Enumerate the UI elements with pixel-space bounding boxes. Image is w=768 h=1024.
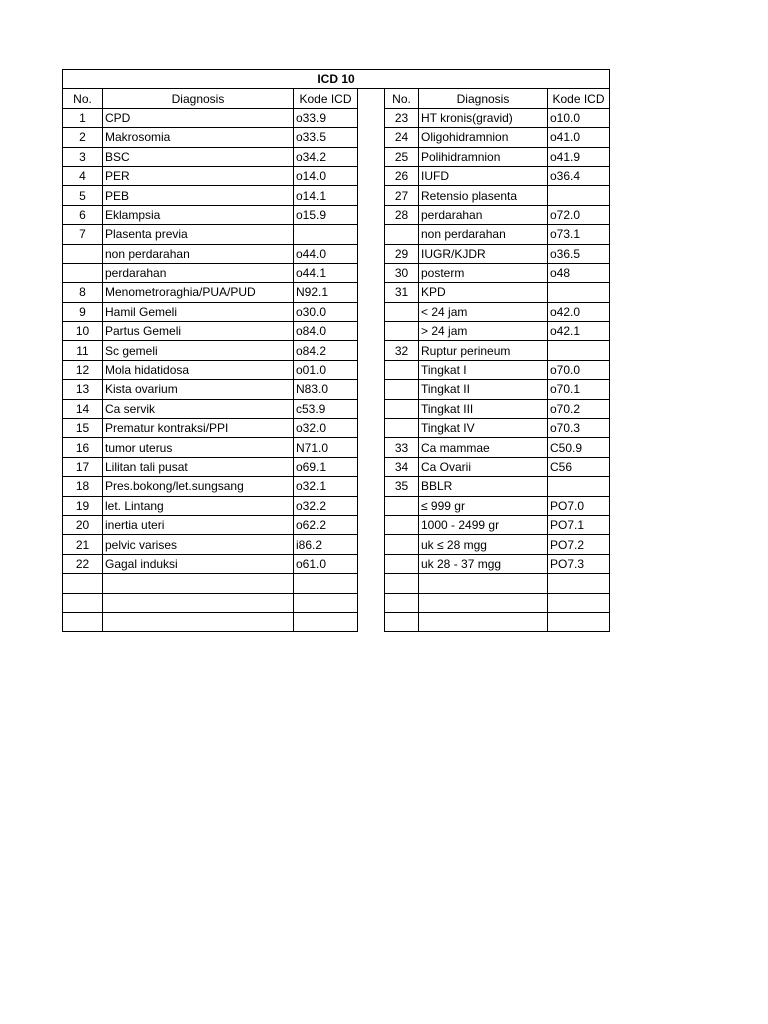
column-gap <box>358 380 385 399</box>
left-no-cell: 22 <box>63 554 103 573</box>
title-row <box>63 70 610 89</box>
table-row <box>63 554 610 573</box>
left-diagnosis-cell: Pres.bokong/let.sungsang <box>103 477 294 496</box>
left-no-cell: 4 <box>63 166 103 185</box>
column-gap <box>358 419 385 438</box>
table-row <box>63 477 610 496</box>
left-diagnosis-cell: Menometroraghia/PUA/PUD <box>103 283 294 302</box>
column-gap <box>358 283 385 302</box>
table-row <box>63 186 610 205</box>
left-no-cell: 3 <box>63 147 103 166</box>
left-no-cell: 1 <box>63 108 103 127</box>
left-code-cell: o84.0 <box>294 322 358 341</box>
table-row <box>63 419 610 438</box>
left-code-cell: o33.5 <box>294 128 358 147</box>
right-code-cell: o73.1 <box>548 225 610 244</box>
left-code-cell: o34.2 <box>294 147 358 166</box>
left-code-cell: o15.9 <box>294 205 358 224</box>
left-diagnosis-cell: Ca servik <box>103 399 294 418</box>
right-diagnosis-cell: posterm <box>419 263 548 282</box>
right-code-cell: o48 <box>548 263 610 282</box>
column-gap <box>358 477 385 496</box>
left-diagnosis-cell: Prematur kontraksi/PPI <box>103 419 294 438</box>
table-row <box>63 360 610 379</box>
left-code-cell: o14.0 <box>294 166 358 185</box>
left-code-cell: o44.1 <box>294 263 358 282</box>
left-no-cell: 15 <box>63 419 103 438</box>
right-diagnosis-cell: BBLR <box>419 477 548 496</box>
left-no-cell <box>63 593 103 612</box>
right-no-cell: 33 <box>385 438 419 457</box>
table-row <box>63 128 610 147</box>
table-row <box>63 166 610 185</box>
left-code-cell: o32.1 <box>294 477 358 496</box>
table-row <box>63 283 610 302</box>
left-no-cell <box>63 244 103 263</box>
right-no-cell: 26 <box>385 166 419 185</box>
left-diagnosis-cell: Sc gemeli <box>103 341 294 360</box>
left-diagnosis-cell: PEB <box>103 186 294 205</box>
column-gap <box>358 244 385 263</box>
column-gap <box>358 593 385 612</box>
right-diagnosis-cell <box>419 612 548 631</box>
table-row <box>63 535 610 554</box>
right-no-cell <box>385 574 419 593</box>
right-diagnosis-cell: IUGR/KJDR <box>419 244 548 263</box>
column-gap <box>358 360 385 379</box>
left-no-cell: 21 <box>63 535 103 554</box>
right-code-cell <box>548 341 610 360</box>
table-row <box>63 244 610 263</box>
header-code-right: Kode ICD <box>548 89 610 108</box>
left-no-cell <box>63 263 103 282</box>
table-row <box>63 147 610 166</box>
left-code-cell <box>294 612 358 631</box>
column-gap <box>358 302 385 321</box>
right-no-cell <box>385 419 419 438</box>
right-no-cell: 35 <box>385 477 419 496</box>
left-code-cell: o30.0 <box>294 302 358 321</box>
column-gap <box>358 515 385 534</box>
left-no-cell: 7 <box>63 225 103 244</box>
table-row <box>63 574 610 593</box>
right-no-cell <box>385 322 419 341</box>
right-no-cell <box>385 302 419 321</box>
right-code-cell: o36.4 <box>548 166 610 185</box>
left-diagnosis-cell: pelvic varises <box>103 535 294 554</box>
column-gap <box>358 322 385 341</box>
right-diagnosis-cell: uk 28 - 37 mgg <box>419 554 548 573</box>
header-no-right: No. <box>385 89 419 108</box>
table-row <box>63 593 610 612</box>
right-diagnosis-cell: Tingkat I <box>419 360 548 379</box>
left-diagnosis-cell: CPD <box>103 108 294 127</box>
column-gap <box>358 128 385 147</box>
right-no-cell: 28 <box>385 205 419 224</box>
right-no-cell: 30 <box>385 263 419 282</box>
right-diagnosis-cell: > 24 jam <box>419 322 548 341</box>
right-code-cell <box>548 593 610 612</box>
left-code-cell <box>294 225 358 244</box>
table-row <box>63 302 610 321</box>
right-code-cell: C50.9 <box>548 438 610 457</box>
right-no-cell <box>385 515 419 534</box>
left-diagnosis-cell <box>103 574 294 593</box>
right-diagnosis-cell: Tingkat IV <box>419 419 548 438</box>
column-gap <box>358 166 385 185</box>
left-diagnosis-cell: let. Lintang <box>103 496 294 515</box>
right-code-cell <box>548 477 610 496</box>
table-row <box>63 612 610 631</box>
right-code-cell: o72.0 <box>548 205 610 224</box>
right-diagnosis-cell: 1000 - 2499 gr <box>419 515 548 534</box>
right-code-cell <box>548 186 610 205</box>
right-code-cell: PO7.3 <box>548 554 610 573</box>
left-code-cell: o61.0 <box>294 554 358 573</box>
right-no-cell: 34 <box>385 457 419 476</box>
column-gap <box>358 612 385 631</box>
left-code-cell: o69.1 <box>294 457 358 476</box>
column-gap <box>358 554 385 573</box>
right-code-cell <box>548 574 610 593</box>
left-code-cell: N83.0 <box>294 380 358 399</box>
left-code-cell: o32.0 <box>294 419 358 438</box>
column-gap <box>358 574 385 593</box>
left-code-cell: N71.0 <box>294 438 358 457</box>
left-no-cell: 19 <box>63 496 103 515</box>
left-code-cell: o44.0 <box>294 244 358 263</box>
table-row <box>63 438 610 457</box>
right-no-cell: 29 <box>385 244 419 263</box>
table-row <box>63 225 610 244</box>
right-code-cell: PO7.2 <box>548 535 610 554</box>
left-no-cell: 12 <box>63 360 103 379</box>
left-no-cell: 5 <box>63 186 103 205</box>
column-gap <box>358 205 385 224</box>
column-gap <box>358 147 385 166</box>
table-row <box>63 496 610 515</box>
left-diagnosis-cell: PER <box>103 166 294 185</box>
left-no-cell: 2 <box>63 128 103 147</box>
column-gap <box>358 535 385 554</box>
left-no-cell: 8 <box>63 283 103 302</box>
left-no-cell <box>63 612 103 631</box>
left-no-cell: 9 <box>63 302 103 321</box>
right-diagnosis-cell: perdarahan <box>419 205 548 224</box>
right-no-cell: 32 <box>385 341 419 360</box>
left-code-cell <box>294 593 358 612</box>
column-gap <box>358 263 385 282</box>
right-no-cell: 27 <box>385 186 419 205</box>
column-gap <box>358 89 385 108</box>
header-diagnosis-left: Diagnosis <box>103 89 294 108</box>
right-no-cell <box>385 225 419 244</box>
right-diagnosis-cell: ≤ 999 gr <box>419 496 548 515</box>
right-code-cell <box>548 283 610 302</box>
right-no-cell: 31 <box>385 283 419 302</box>
column-gap <box>358 457 385 476</box>
left-no-cell <box>63 574 103 593</box>
right-code-cell: o70.3 <box>548 419 610 438</box>
right-no-cell: 24 <box>385 128 419 147</box>
right-diagnosis-cell <box>419 574 548 593</box>
column-gap <box>358 186 385 205</box>
table-row <box>63 380 610 399</box>
right-diagnosis-cell: Ruptur perineum <box>419 341 548 360</box>
right-diagnosis-cell: Tingkat II <box>419 380 548 399</box>
right-diagnosis-cell: Polihidramnion <box>419 147 548 166</box>
left-diagnosis-cell: Makrosomia <box>103 128 294 147</box>
icd10-table <box>62 69 610 632</box>
left-code-cell <box>294 574 358 593</box>
left-code-cell: o33.9 <box>294 108 358 127</box>
column-gap <box>358 496 385 515</box>
right-diagnosis-cell: HT kronis(gravid) <box>419 108 548 127</box>
right-no-cell <box>385 496 419 515</box>
column-gap <box>358 438 385 457</box>
left-code-cell: N92.1 <box>294 283 358 302</box>
right-diagnosis-cell: Ca Ovarii <box>419 457 548 476</box>
right-no-cell: 25 <box>385 147 419 166</box>
right-code-cell: o70.1 <box>548 380 610 399</box>
right-diagnosis-cell: Oligohidramnion <box>419 128 548 147</box>
right-no-cell <box>385 360 419 379</box>
left-code-cell: o14.1 <box>294 186 358 205</box>
table-row <box>63 341 610 360</box>
right-code-cell: o36.5 <box>548 244 610 263</box>
table-body <box>63 108 610 632</box>
left-code-cell: c53.9 <box>294 399 358 418</box>
header-code-left: Kode ICD <box>294 89 358 108</box>
table-row <box>63 515 610 534</box>
left-diagnosis-cell <box>103 593 294 612</box>
right-diagnosis-cell: non perdarahan <box>419 225 548 244</box>
left-diagnosis-cell: Kista ovarium <box>103 380 294 399</box>
header-diagnosis-right: Diagnosis <box>419 89 548 108</box>
right-no-cell <box>385 612 419 631</box>
left-no-cell: 6 <box>63 205 103 224</box>
right-no-cell: 23 <box>385 108 419 127</box>
left-diagnosis-cell: perdarahan <box>103 263 294 282</box>
table-row <box>63 108 610 127</box>
right-no-cell <box>385 593 419 612</box>
right-code-cell: C56 <box>548 457 610 476</box>
table-title: ICD 10 <box>63 70 610 89</box>
right-code-cell: o70.0 <box>548 360 610 379</box>
table-row <box>63 399 610 418</box>
left-diagnosis-cell: tumor uterus <box>103 438 294 457</box>
left-diagnosis-cell: Plasenta previa <box>103 225 294 244</box>
right-diagnosis-cell: IUFD <box>419 166 548 185</box>
right-code-cell: o10.0 <box>548 108 610 127</box>
right-no-cell <box>385 380 419 399</box>
right-diagnosis-cell: Retensio plasenta <box>419 186 548 205</box>
left-no-cell: 10 <box>63 322 103 341</box>
right-diagnosis-cell: uk ≤ 28 mgg <box>419 535 548 554</box>
column-gap <box>358 108 385 127</box>
column-gap <box>358 225 385 244</box>
left-diagnosis-cell: Lilitan tali pusat <box>103 457 294 476</box>
right-no-cell <box>385 535 419 554</box>
left-code-cell: o62.2 <box>294 515 358 534</box>
left-no-cell: 16 <box>63 438 103 457</box>
left-no-cell: 13 <box>63 380 103 399</box>
right-code-cell: o42.1 <box>548 322 610 341</box>
left-diagnosis-cell <box>103 612 294 631</box>
right-code-cell: o70.2 <box>548 399 610 418</box>
left-diagnosis-cell: inertia uteri <box>103 515 294 534</box>
right-code-cell: o41.9 <box>548 147 610 166</box>
left-no-cell: 20 <box>63 515 103 534</box>
left-code-cell: i86.2 <box>294 535 358 554</box>
left-diagnosis-cell: Hamil Gemeli <box>103 302 294 321</box>
left-diagnosis-cell: Mola hidatidosa <box>103 360 294 379</box>
left-diagnosis-cell: BSC <box>103 147 294 166</box>
right-diagnosis-cell: < 24 jam <box>419 302 548 321</box>
right-diagnosis-cell: Ca mammae <box>419 438 548 457</box>
right-code-cell: PO7.1 <box>548 515 610 534</box>
left-diagnosis-cell: Gagal induksi <box>103 554 294 573</box>
right-diagnosis-cell: KPD <box>419 283 548 302</box>
header-row <box>63 89 610 108</box>
left-no-cell: 11 <box>63 341 103 360</box>
left-diagnosis-cell: Eklampsia <box>103 205 294 224</box>
right-no-cell <box>385 554 419 573</box>
table-row <box>63 322 610 341</box>
left-no-cell: 14 <box>63 399 103 418</box>
right-code-cell <box>548 612 610 631</box>
table-row <box>63 205 610 224</box>
left-diagnosis-cell: Partus Gemeli <box>103 322 294 341</box>
left-code-cell: o32.2 <box>294 496 358 515</box>
left-code-cell: o84.2 <box>294 341 358 360</box>
table-row <box>63 457 610 476</box>
left-no-cell: 18 <box>63 477 103 496</box>
left-diagnosis-cell: non perdarahan <box>103 244 294 263</box>
right-code-cell: o42.0 <box>548 302 610 321</box>
left-code-cell: o01.0 <box>294 360 358 379</box>
table-row <box>63 263 610 282</box>
right-diagnosis-cell: Tingkat III <box>419 399 548 418</box>
right-diagnosis-cell <box>419 593 548 612</box>
header-no-left: No. <box>63 89 103 108</box>
right-no-cell <box>385 399 419 418</box>
left-no-cell: 17 <box>63 457 103 476</box>
right-code-cell: o41.0 <box>548 128 610 147</box>
right-code-cell: PO7.0 <box>548 496 610 515</box>
column-gap <box>358 341 385 360</box>
column-gap <box>358 399 385 418</box>
